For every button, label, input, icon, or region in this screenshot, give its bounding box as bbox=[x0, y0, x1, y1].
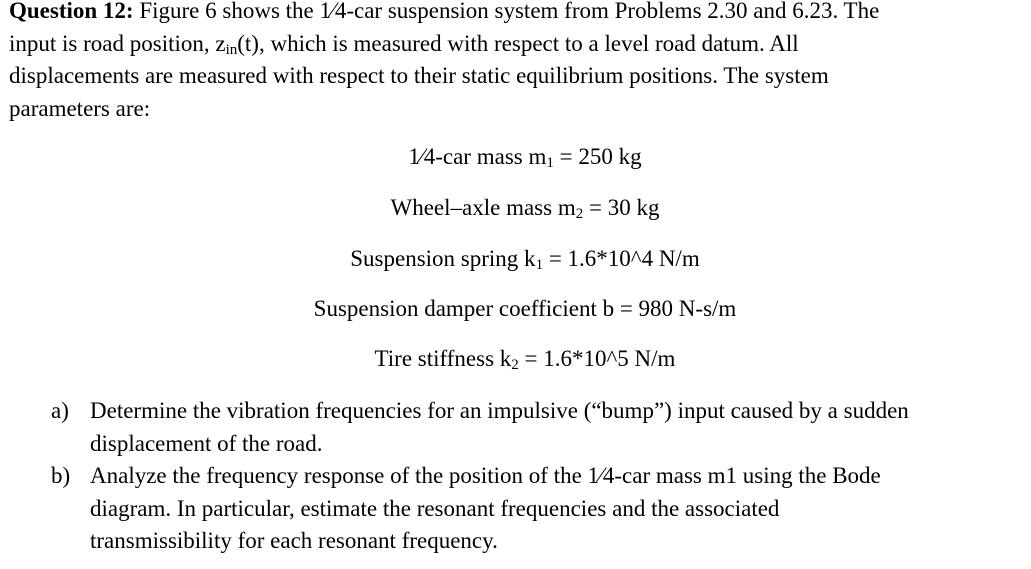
parameter-damper-coefficient: Suspension damper coefficient b = 980 N-s/m bbox=[313, 296, 737, 321]
intro-line-1: Figure 6 shows the 1⁄4-car suspension system from Problems 2.30 and 6.23. The bbox=[133, 0, 880, 23]
question-intro bbox=[9, 0, 1025, 125]
parameter-suspension-spring: Suspension spring $k_1$ = 1.6*10^4 N/m bbox=[350, 246, 700, 273]
question-heading: Question 12: bbox=[9, 0, 134, 23]
task-marker-a: a) bbox=[51, 398, 69, 423]
task-text-b: Analyze the frequency response of the position of the 1⁄4-car mass m1 using the Bode diagram. In particular, estimate the resonant frequencies and the associated transmissibility for each resonant frequency. bbox=[90, 463, 881, 553]
intro-line-4: parameters are: bbox=[9, 95, 151, 121]
parameter-quarter-car-mass: 1⁄4-car mass $m_1 = 250$ kg bbox=[408, 144, 642, 171]
zin-subscript: in bbox=[225, 41, 238, 58]
task-marker-b: b) bbox=[51, 463, 71, 488]
intro-line-3: displacements are measured with respect to their static equilibrium positions. The system bbox=[9, 63, 829, 88]
intro-line-2b: (t), which is measured with respect to a level road datum. All bbox=[237, 30, 799, 56]
parameter-wheel-axle-mass: Wheel–axle mass $m_2 = 30$ kg bbox=[390, 195, 660, 222]
intro-line-2a: input is road position, z bbox=[9, 30, 226, 56]
parameter-tire-stiffness: Tire stiffness $k_2$ = 1.6*10^5 N/m bbox=[374, 346, 676, 373]
task-text-a: Determine the vibration frequencies for an impulsive (“bump”) input caused by a sudden displacement of the road. bbox=[90, 398, 909, 456]
